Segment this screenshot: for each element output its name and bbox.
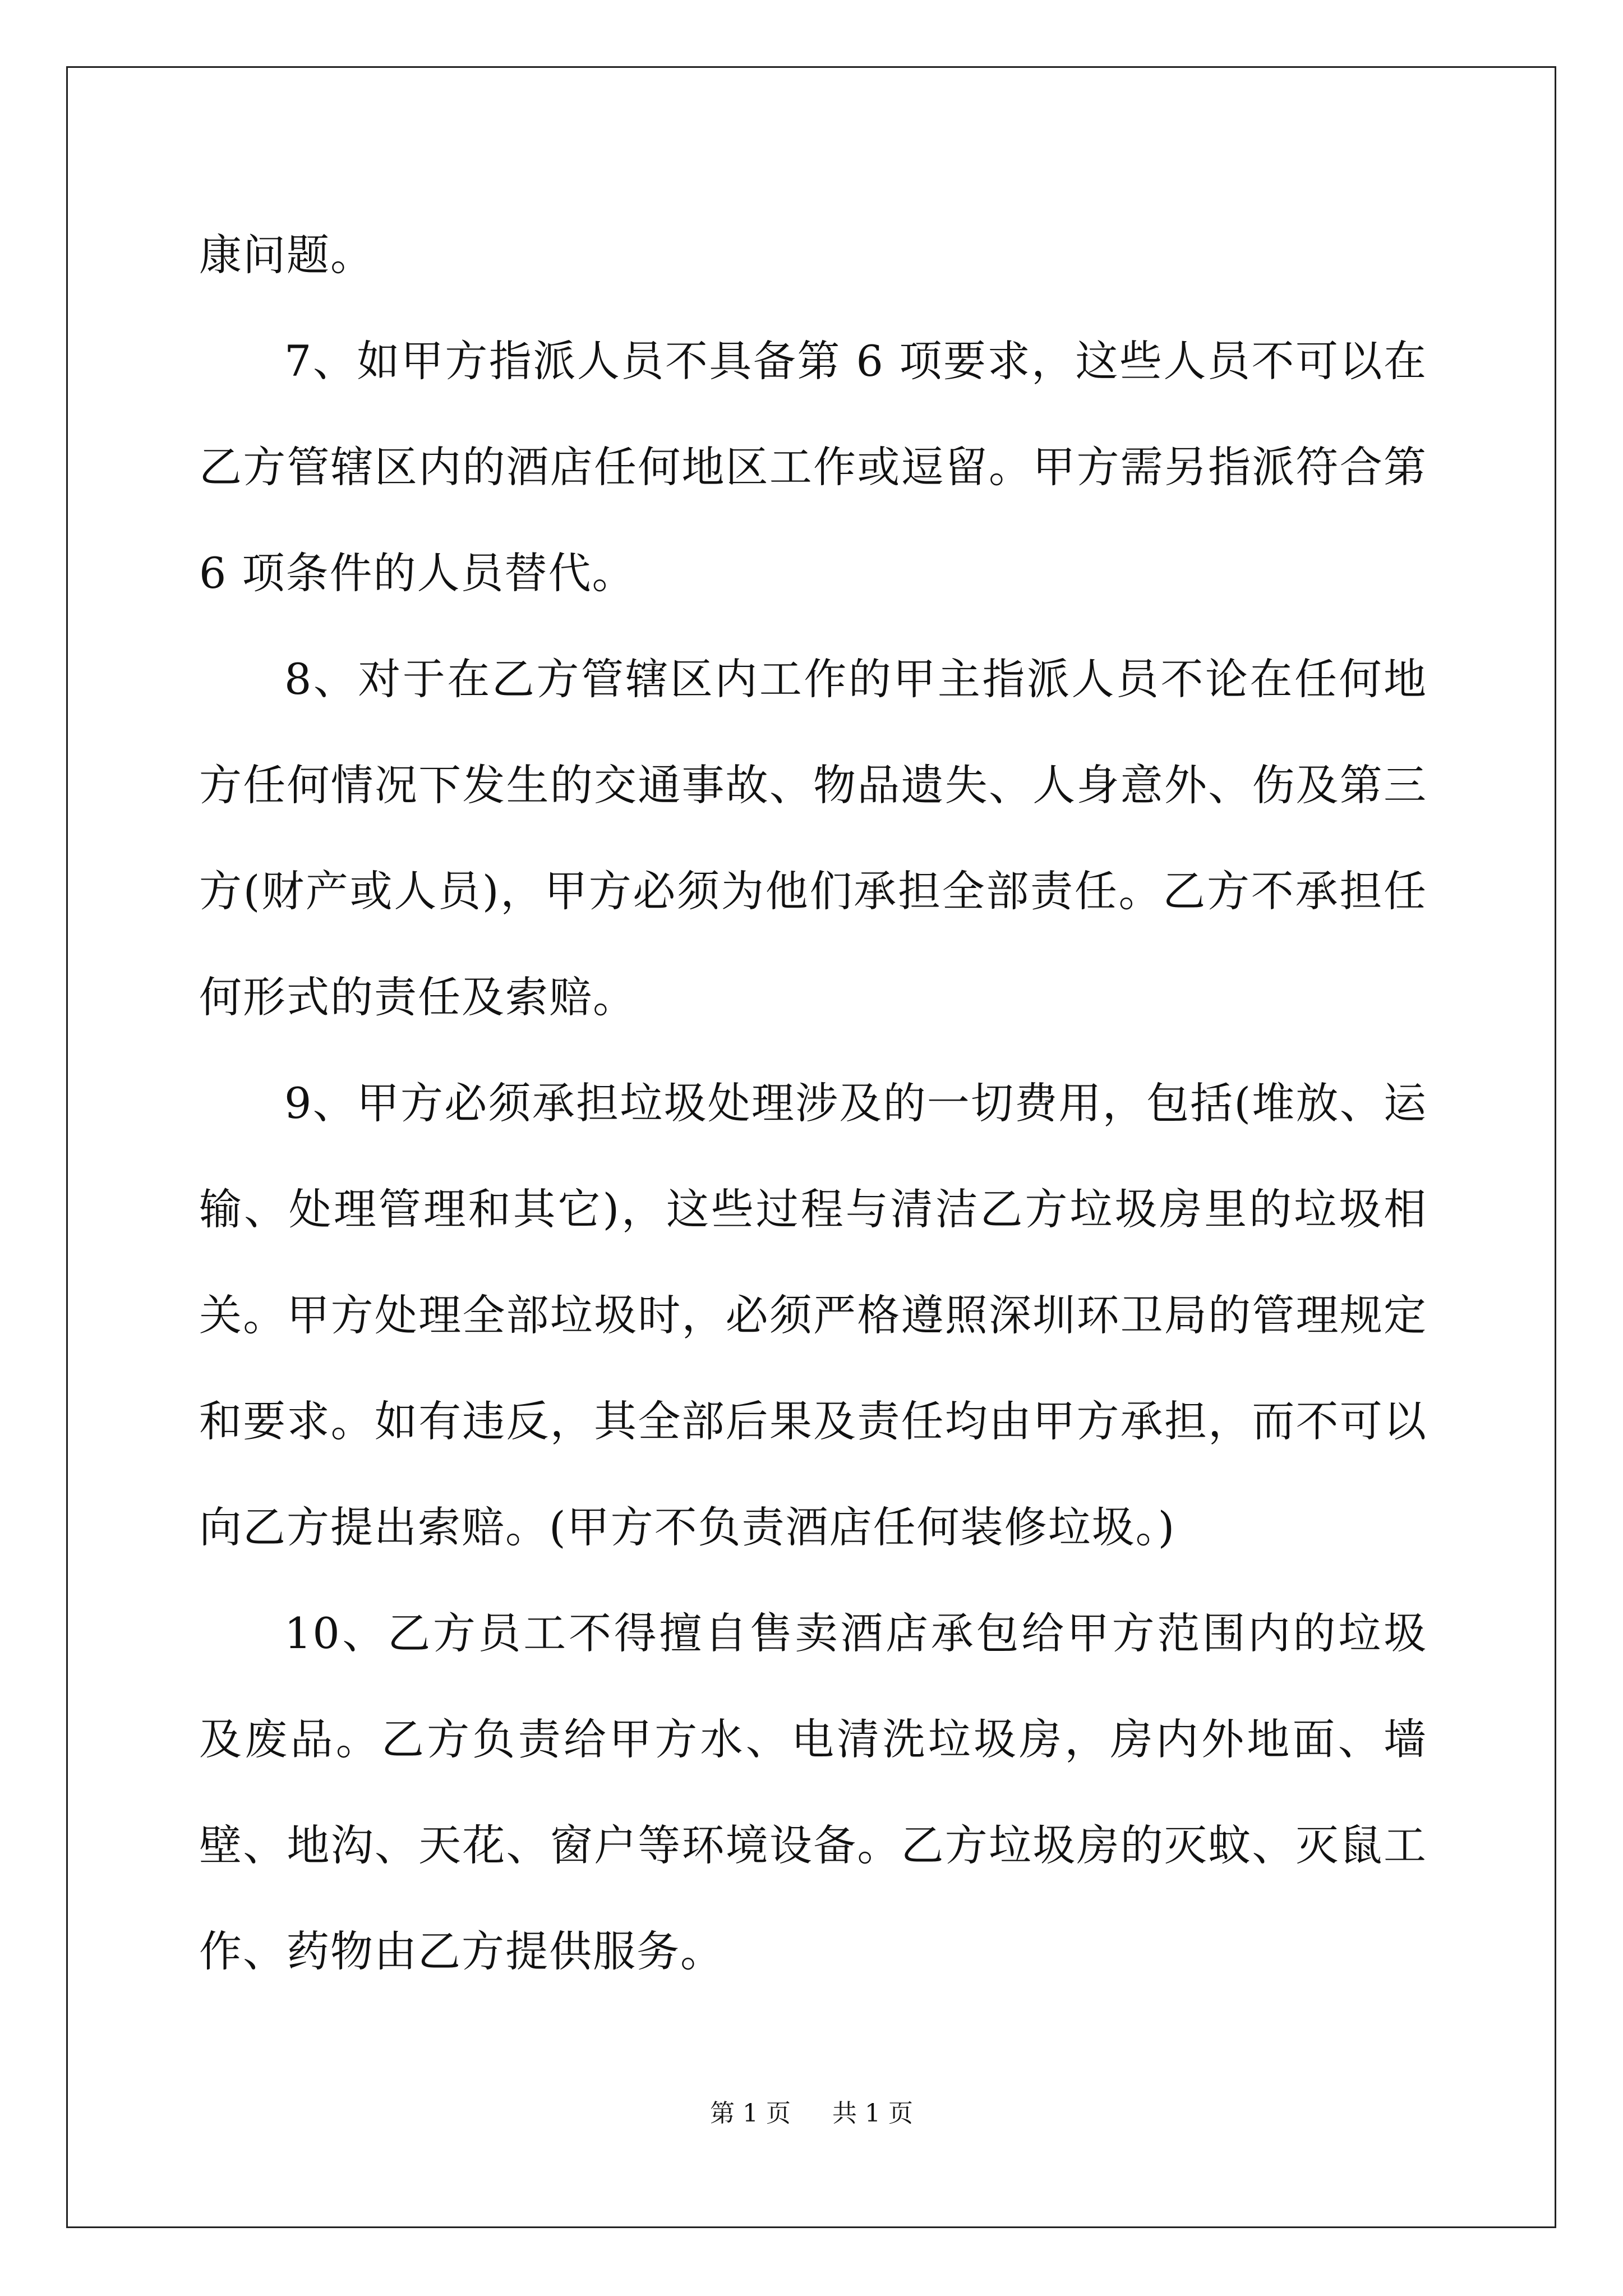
page-number-current: 第 1 页	[710, 2099, 791, 2128]
page-number-total: 共 1 页	[832, 2099, 913, 2128]
document-body	[199, 202, 1427, 2004]
page-footer	[0, 2097, 1623, 2131]
paragraph-item-9: 9、甲方必须承担垃圾处理涉及的一切费用，包括(堆放、运输、处理管理和其它)，这些过程与清洁乙方垃圾房里的垃圾相关。甲方处理全部垃圾时，必须严格遵照深圳环卫局的管理规定和要求。如有违反，其全部后果及责任均由甲方承担，而不可以向乙方提出索赔。(甲方不负责酒店任何装修垃圾。)	[199, 1078, 1427, 1552]
paragraph-item-7: 7、如甲方指派人员不具备第 6 项要求，这些人员不可以在乙方管辖区内的酒店任何地区工作或逗留。甲方需另指派符合第 6 项条件的人员替代。	[199, 336, 1427, 598]
paragraph-item-8: 8、对于在乙方管辖区内工作的甲主指派人员不论在任何地方任何情况下发生的交通事故、物品遗失、人身意外、伤及第三方(财产或人员)，甲方必须为他们承担全部责任。乙方不承担任何形式的责任及索赔。	[199, 654, 1427, 1022]
paragraph-item-10: 10、乙方员工不得擅自售卖酒店承包给甲方范围内的垃圾及废品。乙方负责给甲方水、电清洗垃圾房，房内外地面、墙壁、地沟、天花、窗户等环境设备。乙方垃圾房的灭蚊、灭鼠工作、药物由乙方提供服务。	[199, 1608, 1427, 1976]
paragraph-continuation: 康问题。	[199, 230, 374, 280]
